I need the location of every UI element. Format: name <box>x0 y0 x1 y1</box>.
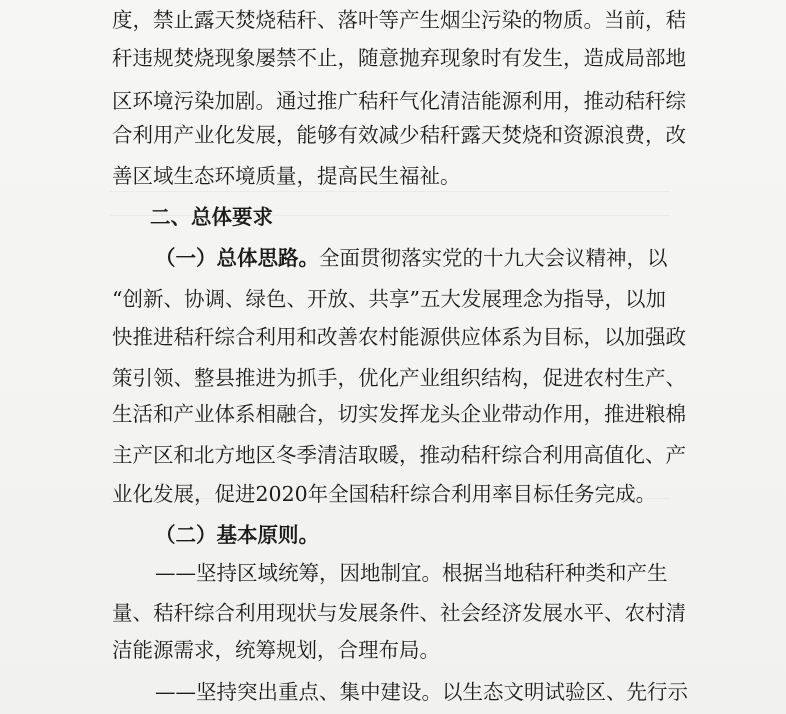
paragraph-line: 生活和产业体系相融合，切实发挥龙头企业带动作用，推进粮棉 <box>112 402 686 426</box>
paragraph-line: 主产区和北方地区冬季清洁取暖，推动秸秆综合利用高值化、产 <box>112 443 686 467</box>
paragraph-line: 度，禁止露天焚烧秸秆、落叶等产生烟尘污染的物质。当前，秸 <box>112 8 686 32</box>
paragraph-line: 洁能源需求，统筹规划，合理布局。 <box>112 638 440 662</box>
paragraph-line: ——坚持突出重点、集中建设。以生态文明试验区、先行示 <box>155 680 688 704</box>
paragraph-line: 善区域生态环境质量，提高民生福祉。 <box>112 164 461 188</box>
paragraph-line: 秆违规焚烧现象屡禁不止，随意抛弃现象时有发生，造成局部地 <box>112 46 686 70</box>
section-heading: 二、总体要求 <box>150 205 273 229</box>
paragraph-line: 区环境污染加剧。通过推广秸秆气化清洁能源利用，推动秸秆综 <box>112 89 686 113</box>
paragraph-line: ——坚持区域统筹，因地制宜。根据当地秸秆种类和产生 <box>155 561 668 585</box>
paragraph-line: “创新、协调、绿色、开放、共享”五大发展理念为指导，以加 <box>112 287 666 311</box>
paragraph-text: 全面贯彻落实党的十九大会议精神，以 <box>319 246 668 270</box>
paragraph-lead-line <box>155 246 668 270</box>
paragraph-line: 合利用产业化发展，能够有效减少秸秆露天焚烧和资源浪费，改 <box>112 123 686 147</box>
bleed-through-line <box>110 191 670 192</box>
paragraph-line: 策引领、整县推进为抓手，优化产业组织结构，促进农村生产、 <box>112 366 686 390</box>
subsection-title: （一）总体思路。 <box>155 246 319 270</box>
paragraph-line: 业化发展，促进2020年全国秸秆综合利用率目标任务完成。 <box>112 482 657 506</box>
paragraph-line: 快推进秸秆综合利用和改善农村能源供应体系为目标，以加强政 <box>112 325 686 349</box>
paragraph-line: 量、秸秆综合利用现状与发展条件、社会经济发展水平、农村清 <box>112 601 686 625</box>
subsection-title: （二）基本原则。 <box>155 523 319 547</box>
